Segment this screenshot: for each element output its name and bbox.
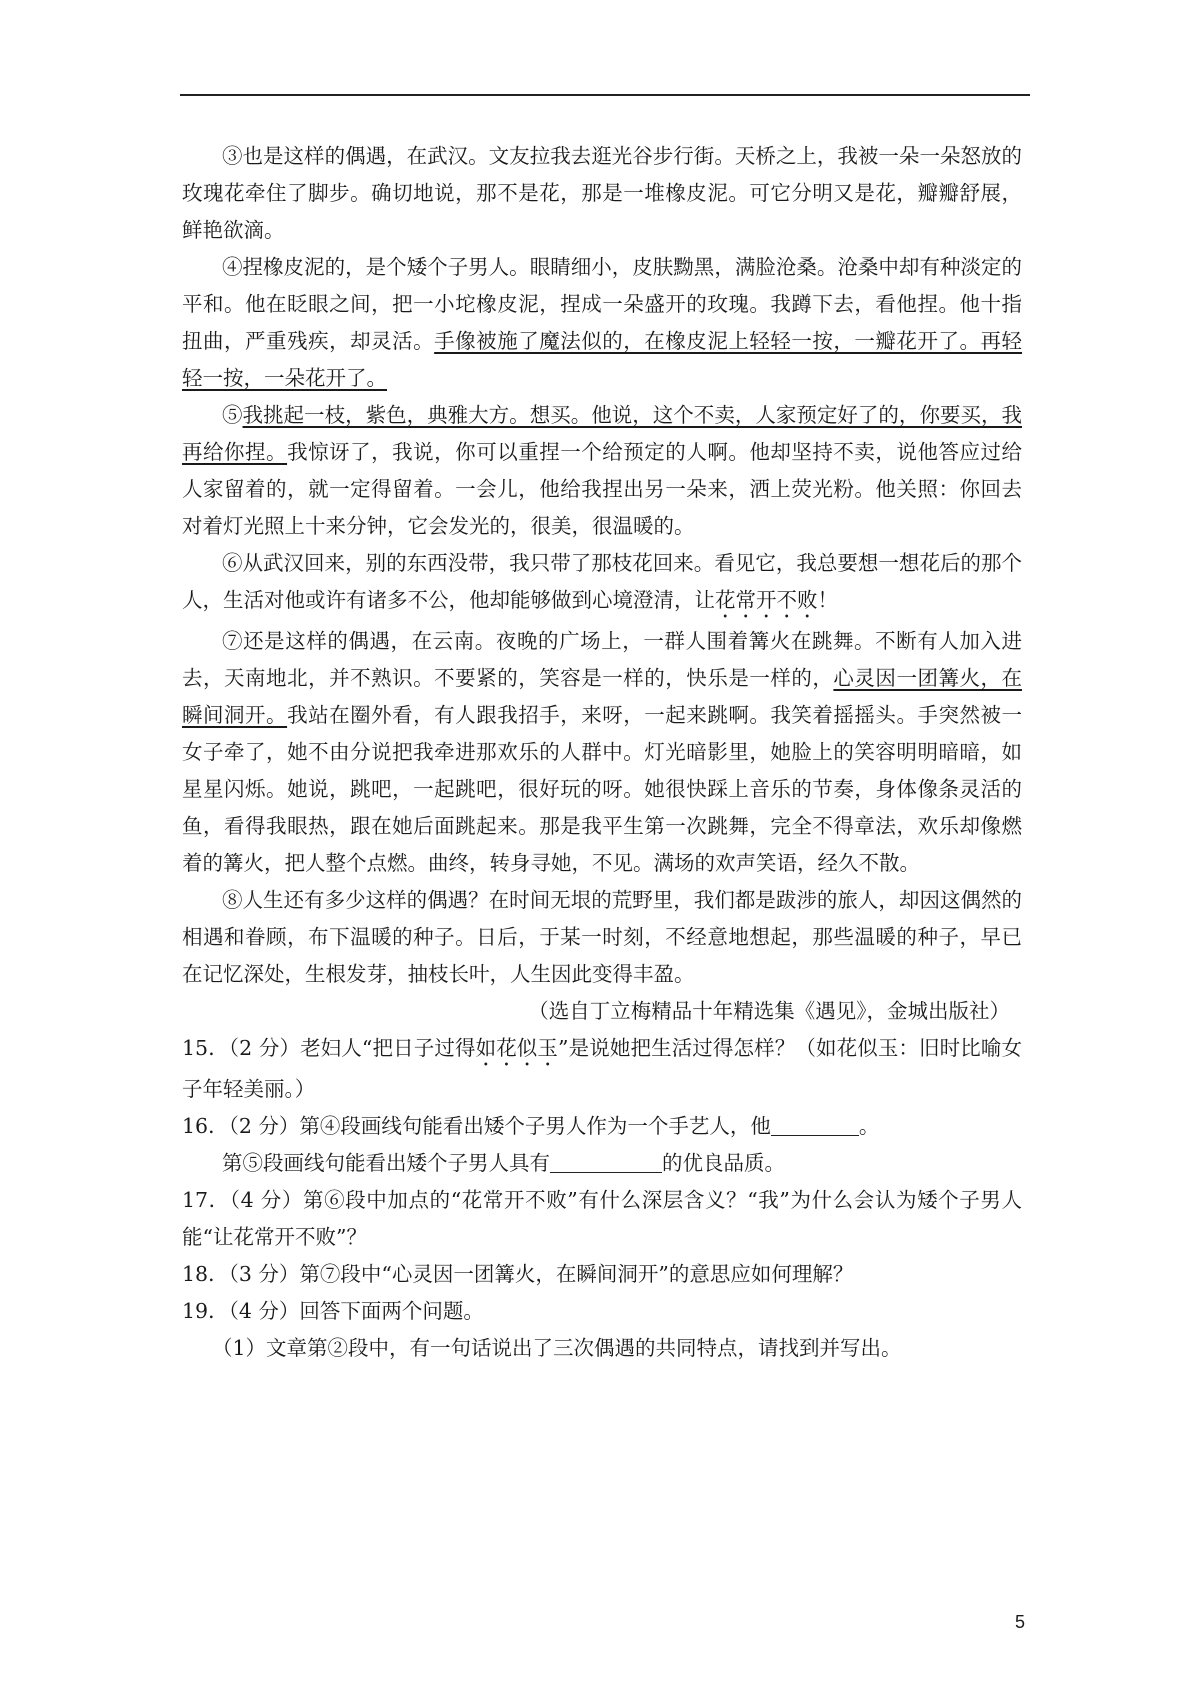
page-number: 5 — [1015, 1612, 1026, 1632]
paragraph-4-text: ④捏橡皮泥的，是个矮个子男人。眼睛细小，皮肤黝黑，满脸沧桑。沧桑中却有种淡定的平和。他在眨眼之间，把一小坨橡皮泥，捏成一朵盛开的玫瑰。我蹲下去，看他捏。他十指扭曲，严重残疾，却灵活。 — [182, 255, 1022, 353]
header-rule — [180, 94, 1030, 96]
question-15-dotted: 如花似玉 — [475, 1036, 559, 1060]
paragraph-5-underlined: 我挑起一枝，紫色，典雅大方。想买。他说，这个不卖，人家预定好了的，你要买，我再给你捏。 — [182, 403, 1023, 464]
question-16-text: 16．（2 分）第④段画线句能看出矮个子男人作为一个手艺人，他 — [182, 1114, 771, 1138]
question-16-end: 。 — [858, 1114, 880, 1138]
question-19-1: （1）文章第②段中，有一句话说出了三次偶遇的共同特点，请找到并写出。 — [212, 1336, 902, 1360]
paragraph-5 — [182, 397, 1022, 545]
question-15 — [182, 1030, 1022, 1108]
answer-blank-16a[interactable] — [771, 1115, 859, 1136]
document-body — [182, 138, 1022, 1367]
question-16-part2-text: 第⑤段画线句能看出矮个子男人具有 — [222, 1151, 550, 1175]
question-16-part2-end: 的优良品质。 — [662, 1151, 785, 1175]
paragraph-6 — [182, 545, 1022, 623]
answer-blank-16b[interactable] — [550, 1152, 662, 1173]
question-16 — [182, 1108, 1022, 1145]
paragraph-7 — [182, 623, 1022, 882]
question-16-part2 — [182, 1145, 1022, 1182]
paragraph-6-dotted: 花常开不败 — [715, 588, 818, 612]
paragraph-5-number: ⑤ — [222, 403, 243, 427]
paragraph-5-text: 我惊讶了，我说，你可以重捏一个给预定的人啊。他却坚持不卖，说他答应过给人家留着的，就一定得留着。一会儿，他给我捏出另一朵来，洒上荧光粉。他关照：你回去对着灯光照上十来分钟，它会发光的，很美，很温暖的。 — [182, 440, 1023, 538]
question-19: 19．（4 分）回答下面两个问题。 — [182, 1299, 484, 1323]
question-17: 17．（4 分）第⑥段中加点的“花常开不败”有什么深层含义？“我”为什么会认为矮个子男人能“让花常开不败”？ — [182, 1188, 1022, 1249]
paragraph-8: ⑧人生还有多少这样的偶遇？在时间无垠的荒野里，我们都是跋涉的旅人，却因这偶然的相遇和眷顾，布下温暖的种子。日后，于某一时刻，不经意地想起，那些温暖的种子，早已在记忆深处，生根发芽，抽枝长叶，人生因此变得丰盈。 — [182, 888, 1022, 986]
paragraph-7-rest: 我站在圈外看，有人跟我招手，来呀，一起来跳啊。我笑着摇摇头。手突然被一女子牵了，她不由分说把我牵进那欢乐的人群中。灯光暗影里，她脸上的笑容明明暗暗，如星星闪烁。她说，跳吧，一起跳吧，很好玩的呀。她很快踩上音乐的节奏，身体像条灵活的鱼，看得我眼热，跟在她后面跳起来。那是我平生第一次跳舞，完全不得章法，欢乐却像燃着的篝火，把人整个点燃。曲终，转身寻她，不见。满场的欢声笑语，经久不散。 — [182, 703, 1023, 875]
question-15-text: 15．（2 分）老妇人“把日子过得 — [182, 1036, 476, 1060]
paragraph-4-underlined: 手像被施了魔法似的，在橡皮泥上轻轻一按，一瓣花开了。再轻轻一按，一朵花开了。 — [182, 329, 1023, 390]
paragraph-7-underlined: 心灵因一团篝火，在瞬间洞开。 — [182, 666, 1023, 727]
paragraph-6-text: ⑥从武汉回来，别的东西没带，我只带了那枝花回来。看见它，我总要想一想花后的那个人，生活对他或许有诸多不公，他却能够做到心境澄清，让 — [182, 551, 1022, 612]
paragraph-6-end: ！ — [817, 588, 838, 612]
paragraph-4 — [182, 249, 1022, 397]
paragraph-3: ③也是这样的偶遇，在武汉。文友拉我去逛光谷步行街。天桥之上，我被一朵一朵怒放的玫瑰花牵住了脚步。确切地说，那不是花，那是一堆橡皮泥。可它分明又是花，瓣瓣舒展，鲜艳欲滴。 — [182, 144, 1022, 242]
question-15-rest: ”是说她把生活过得怎样？（如花似玉：旧时比喻女子年轻美丽。） — [182, 1036, 1023, 1101]
question-18: 18．（3 分）第⑦段中“心灵因一团篝火，在瞬间洞开”的意思应如何理解？ — [182, 1262, 854, 1286]
paragraph-7-text: ⑦还是这样的偶遇，在云南。夜晚的广场上，一群人围着篝火在跳舞。不断有人加入进去，天南地北，并不熟识。不要紧的，笑容是一样的，快乐是一样的， — [182, 629, 1022, 690]
source-citation: （选自丁立梅精品十年精选集《遇见》，金城出版社） — [528, 999, 1010, 1023]
